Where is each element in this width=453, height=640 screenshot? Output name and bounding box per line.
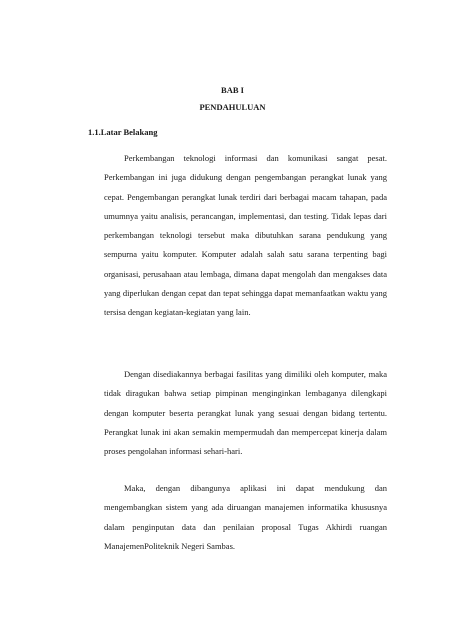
- paragraph-1: [104, 149, 387, 323]
- paragraph-text: Perkembangan teknologi informasi dan komunikasi sangat pesat. Perkembangan ini juga didukung dengan pengembangan perangkat lunak yang cepat. Pengembangan perangkat lunak terdiri dari berbagai macam tahapan, pada umumnya yaitu analisis, perancangan, implementasi, dan testing. Tidak lepas dari perkembangan teknologi tersebut maka dibutuhkan sarana pendukung yang sempurna yaitu komputer. Komputer adalah salah satu sarana terpenting bagi organisasi, perusahaan atau lembaga, dimana dapat mengolah dan mengakses data yang diperlukan dengan cepat dan tepat sehingga dapat memanfaatkan waktu yang tersisa dengan kegiatan-kegiatan yang lain.: [104, 153, 387, 318]
- paragraph-text: Dengan disediakannya berbagai fasilitas yang dimiliki oleh komputer, maka tidak diragukan bahwa setiap pimpinan menginginkan lembaganya dilengkapi dengan komputer beserta perangkat lunak yang sesuai dengan bidang tertentu. Perangkat lunak ini akan semakin mempermudah dan mempercepat kinerja dalam proses pengolahan informasi sehari-hari.: [104, 369, 387, 457]
- chapter-title: PENDAHULUAN: [199, 102, 266, 112]
- paragraph-3: [104, 479, 387, 556]
- paragraph-text: Maka, dengan dibangunya aplikasi ini dapat mendukung dan mengembangkan sistem yang ada diruangan manajemen informatika khususnya dalam penginputan data dan penilaian proposal Tugas Akhirdi ruangan ManajemenPoliteknik Negeri Sambas.: [104, 483, 387, 551]
- paragraph-2: [104, 365, 387, 461]
- chapter-number: BAB I: [221, 85, 244, 95]
- section-heading: 1.1.Latar Belakang: [88, 127, 158, 137]
